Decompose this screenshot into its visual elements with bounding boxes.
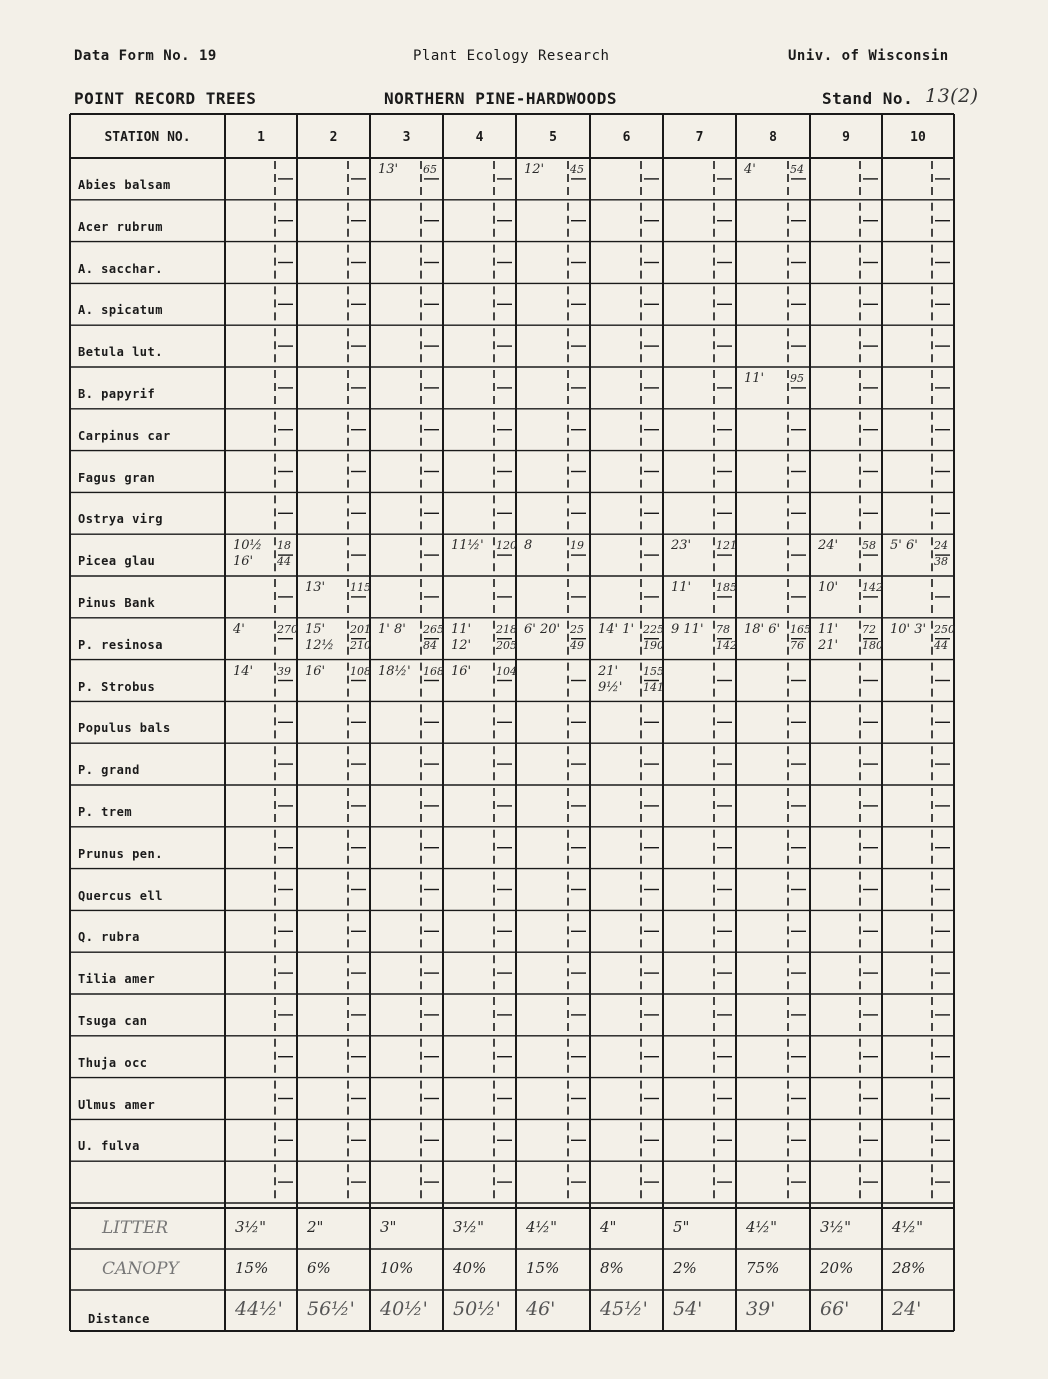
distance-value: 54' bbox=[673, 1298, 703, 1320]
entry-distance: 14' 1' bbox=[598, 621, 635, 637]
species-name: Pinus Bank bbox=[78, 596, 156, 610]
university: Univ. of Wisconsin bbox=[788, 48, 949, 64]
distance-value: 40½' bbox=[380, 1298, 428, 1320]
litter-label: LITTER bbox=[102, 1218, 169, 1238]
entry-distance: 4' bbox=[233, 621, 245, 637]
species-name: Thuja occ bbox=[78, 1055, 148, 1070]
entry-distance: 13' bbox=[305, 580, 326, 595]
entry-dbh: 185 bbox=[716, 581, 737, 594]
distance-value: 46' bbox=[526, 1298, 556, 1320]
litter-value: 2" bbox=[307, 1218, 324, 1236]
entry-dbh: 58 bbox=[862, 539, 876, 553]
distance-value: 39' bbox=[746, 1298, 776, 1320]
litter-value: 4" bbox=[600, 1218, 617, 1236]
entry-dbh: 225 190 bbox=[643, 622, 664, 652]
litter-value: 4½" bbox=[526, 1218, 557, 1236]
entry-dbh: 218 205 bbox=[496, 622, 517, 652]
entry-distance: 16' bbox=[305, 663, 326, 679]
litter-value: 4½" bbox=[892, 1218, 923, 1236]
species-name: A. spicatum bbox=[78, 303, 163, 318]
entry-dbh: 18 44 bbox=[277, 539, 291, 569]
entry-dbh: 108 bbox=[350, 664, 371, 678]
entry-distance: 23' bbox=[671, 538, 692, 554]
entry-distance: 10' 3' bbox=[890, 621, 927, 637]
distance-value: 44½' bbox=[235, 1298, 283, 1320]
entry-dbh: 54 bbox=[790, 163, 804, 176]
station-number: 9 bbox=[842, 130, 850, 145]
entry-distance: 14' bbox=[233, 663, 254, 679]
station-number: 10 bbox=[910, 130, 926, 145]
species-name: Betula lut. bbox=[78, 345, 163, 360]
entry-distance: 13' bbox=[378, 162, 399, 177]
species-name: Tilia amer bbox=[78, 972, 156, 987]
station-number: 3 bbox=[402, 130, 411, 145]
species-name: A. sacchar. bbox=[78, 261, 163, 276]
canopy-value: 10% bbox=[380, 1259, 414, 1277]
entry-dbh: 72 180 bbox=[862, 622, 883, 652]
form-number: Data Form No. 19 bbox=[74, 48, 217, 64]
station-number: 1 bbox=[257, 130, 265, 145]
station-number: 5 bbox=[549, 130, 557, 145]
entry-dbh: 142 bbox=[862, 581, 883, 594]
entry-distance: 11' bbox=[671, 580, 692, 595]
litter-value: 3" bbox=[380, 1218, 397, 1236]
entry-distance: 11' 12' bbox=[451, 621, 472, 653]
station-number: 6 bbox=[622, 130, 631, 145]
canopy-value: 75% bbox=[746, 1259, 780, 1277]
entry-distance: 11' 21' bbox=[818, 621, 839, 653]
station-number: 8 bbox=[769, 130, 777, 145]
species-name: Ulmus amer bbox=[78, 1097, 156, 1112]
litter-value: 4½" bbox=[746, 1218, 777, 1236]
entry-distance: 10' bbox=[818, 580, 839, 595]
entry-dbh: 265 84 bbox=[423, 622, 444, 652]
station-number: 7 bbox=[695, 130, 704, 145]
entry-distance: 16' bbox=[451, 663, 472, 679]
entry-dbh: 78 142 bbox=[716, 622, 737, 652]
species-name: P. Strobus bbox=[78, 679, 156, 694]
entry-dbh: 25 49 bbox=[570, 622, 584, 652]
entry-distance: 11' bbox=[744, 371, 765, 386]
species-name: Quercus ell bbox=[78, 888, 163, 903]
entry-dbh: 121 bbox=[716, 539, 737, 553]
entry-distance: 5' 6' bbox=[890, 538, 918, 554]
entry-dbh: 39 bbox=[277, 664, 291, 678]
entry-distance: 18' 6' bbox=[744, 621, 781, 637]
species-name: U. fulva bbox=[78, 1139, 140, 1154]
entry-dbh: 168 bbox=[423, 664, 444, 678]
species-name: P. trem bbox=[78, 805, 133, 819]
entry-distance: 9 11' bbox=[671, 621, 704, 637]
entry-dbh: 201 210 bbox=[350, 622, 371, 652]
organization: Plant Ecology Research bbox=[413, 48, 610, 64]
entry-distance: 10½ 16' bbox=[233, 538, 263, 570]
litter-value: 5" bbox=[673, 1218, 690, 1236]
distance-value: 45½' bbox=[600, 1298, 648, 1320]
canopy-value: 40% bbox=[453, 1259, 487, 1277]
form-subtitle: NORTHERN PINE-HARDWOODS bbox=[384, 89, 618, 108]
entry-dbh: 155 141 bbox=[643, 664, 664, 694]
species-name: P. resinosa bbox=[78, 637, 163, 652]
distance-value: 66' bbox=[820, 1298, 850, 1320]
canopy-value: 15% bbox=[235, 1259, 269, 1277]
entry-dbh: 115 bbox=[350, 581, 371, 594]
distance-value: 24' bbox=[892, 1298, 922, 1320]
entry-distance: 21' 9½' bbox=[598, 663, 623, 695]
entry-dbh: 65 bbox=[423, 163, 437, 176]
entry-dbh: 95 bbox=[790, 372, 804, 385]
distance-value: 50½' bbox=[453, 1298, 501, 1320]
entry-dbh: 24 38 bbox=[934, 539, 948, 569]
canopy-label: CANOPY bbox=[102, 1259, 179, 1279]
entry-dbh: 104 bbox=[496, 664, 517, 678]
distance-value: 56½' bbox=[307, 1298, 355, 1320]
litter-value: 3½" bbox=[453, 1218, 484, 1236]
entry-dbh: 250 44 bbox=[934, 622, 955, 652]
entry-distance: 18½' bbox=[378, 663, 411, 679]
entry-dbh: 165 76 bbox=[790, 622, 811, 652]
entry-distance: 24' bbox=[818, 538, 839, 554]
species-name: Populus bals bbox=[78, 721, 171, 736]
entry-dbh: 45 bbox=[570, 163, 584, 176]
species-name: P. grand bbox=[78, 763, 140, 778]
station-number: 4 bbox=[475, 130, 484, 145]
entry-distance: 12' bbox=[524, 162, 545, 177]
stand-value: 13(2) bbox=[925, 85, 979, 107]
species-name: Prunus pen. bbox=[78, 846, 163, 861]
entry-dbh: 120 bbox=[496, 539, 517, 553]
species-name: Abies balsam bbox=[78, 178, 171, 192]
entry-distance: 8 bbox=[524, 538, 533, 554]
litter-value: 3½" bbox=[235, 1218, 266, 1236]
species-name: B. papyrif bbox=[78, 387, 156, 401]
species-name: Tsuga can bbox=[78, 1014, 148, 1028]
entry-distance: 1' 8' bbox=[378, 621, 406, 637]
distance-label: Distance bbox=[88, 1312, 150, 1326]
species-name: Acer rubrum bbox=[78, 219, 163, 234]
canopy-value: 15% bbox=[526, 1259, 560, 1277]
species-name: Carpinus car bbox=[78, 428, 171, 443]
stand-label: Stand No. bbox=[822, 89, 914, 108]
species-name: Q. rubra bbox=[78, 930, 140, 945]
litter-value: 3½" bbox=[820, 1218, 851, 1236]
entry-distance: 15' 12½ bbox=[305, 621, 335, 653]
entry-dbh: 19 bbox=[570, 539, 584, 553]
canopy-value: 20% bbox=[820, 1259, 854, 1277]
canopy-value: 6% bbox=[307, 1259, 331, 1277]
form-title: POINT RECORD TREES bbox=[74, 89, 257, 108]
species-name: Ostrya virg bbox=[78, 512, 163, 527]
canopy-value: 8% bbox=[600, 1259, 624, 1277]
entry-distance: 6' 20' bbox=[524, 621, 561, 637]
canopy-value: 2% bbox=[673, 1259, 697, 1277]
station-header: STATION NO. bbox=[104, 130, 191, 145]
entry-distance: 11½' bbox=[451, 538, 484, 554]
species-name: Picea glau bbox=[78, 554, 156, 569]
station-number: 2 bbox=[329, 130, 338, 145]
species-name: Fagus gran bbox=[78, 470, 156, 485]
entry-dbh: 270 bbox=[277, 622, 298, 636]
canopy-value: 28% bbox=[892, 1259, 926, 1277]
entry-distance: 4' bbox=[744, 162, 756, 177]
